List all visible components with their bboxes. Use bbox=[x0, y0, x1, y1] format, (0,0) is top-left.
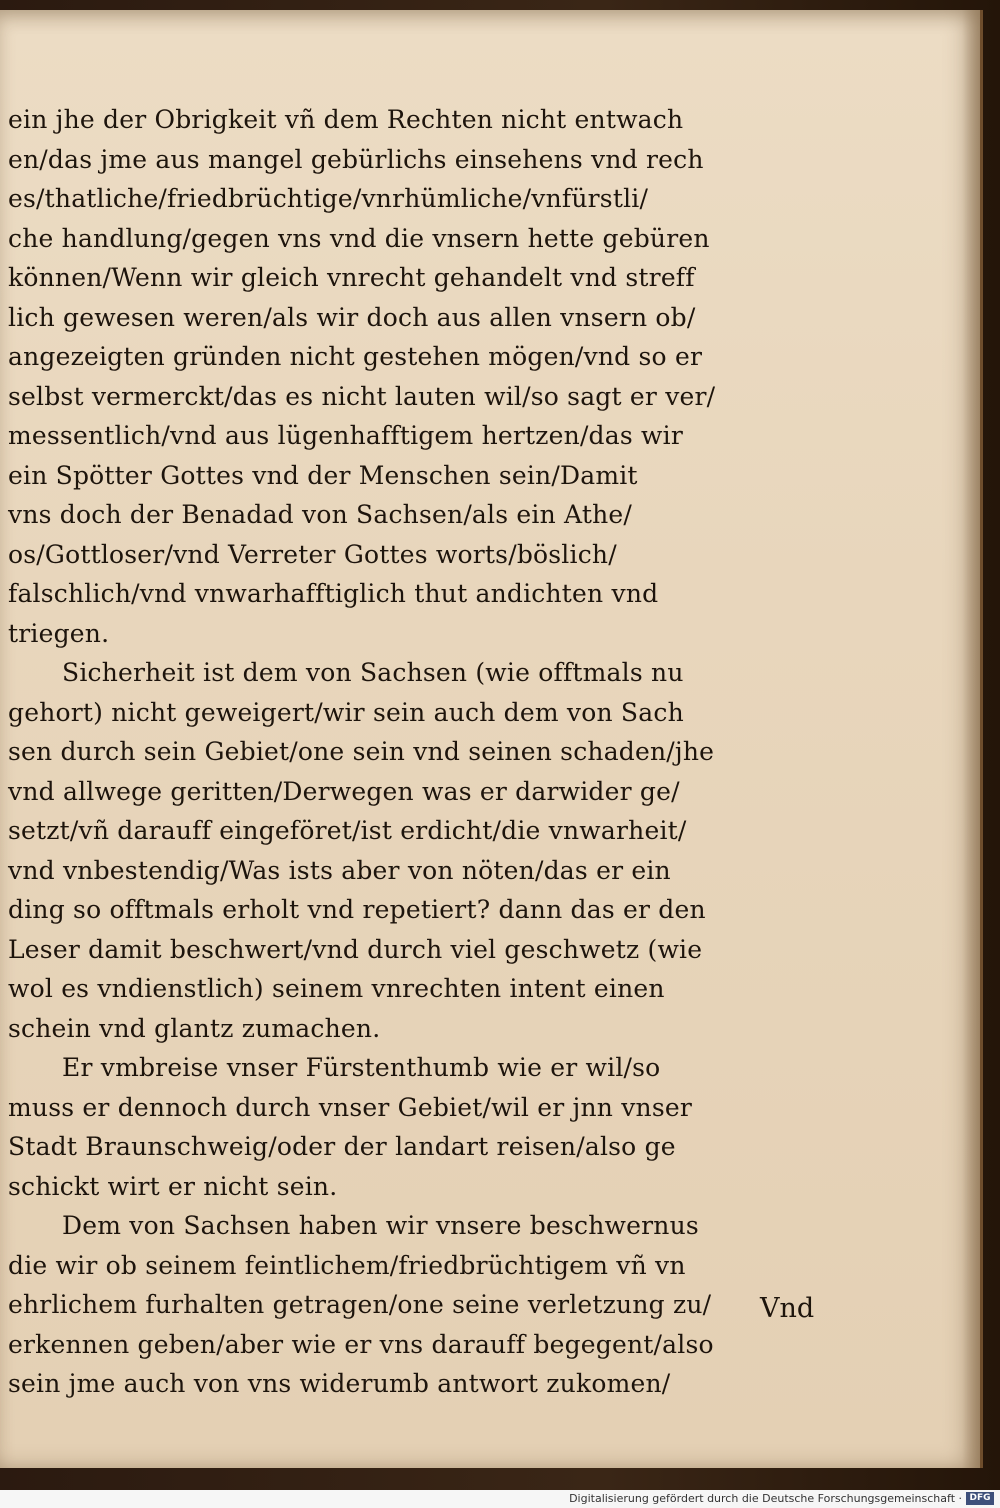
text-line: falschlich/vnd vnwarhafftiglich thut andichten vnd bbox=[8, 579, 659, 608]
text-line: setzt/vñ darauff eingeföret/ist erdicht/die vnwarheit/ bbox=[8, 816, 687, 845]
text-line: sein jme auch von vns widerumb antwort zukomen/ bbox=[8, 1369, 671, 1398]
text-line: schickt wirt er nicht sein. bbox=[8, 1171, 338, 1201]
text-line: können/Wenn wir gleich vnrecht gehandelt vnd streff bbox=[8, 263, 695, 292]
page-text-block bbox=[0, 100, 850, 1404]
dfg-logo-icon: DFG bbox=[966, 1492, 994, 1505]
text-line: messentlich/vnd aus lügenhafftigem hertzen/das wir bbox=[8, 421, 683, 450]
text-line: schein vnd glantz zumachen. bbox=[8, 1013, 381, 1043]
text-line: vnd vnbestendig/Was ists aber von nöten/das er ein bbox=[8, 855, 671, 885]
text-line: wol es vndienstlich) seinem vnrechten intent einen bbox=[8, 974, 665, 1003]
paragraph-start-line: Er vmbreise vnser Fürstenthumb wie er wil/so bbox=[62, 1053, 661, 1082]
paragraph-start-line: Dem von Sachsen haben wir vnsere beschwernus bbox=[62, 1211, 699, 1240]
book-page bbox=[0, 10, 983, 1468]
text-line: Stadt Braunschweig/oder der landart reisen/also ge bbox=[8, 1132, 676, 1161]
footer-bar bbox=[0, 1490, 1000, 1508]
text-line: sen durch sein Gebiet/one sein vnd seinen schaden/jhe bbox=[8, 737, 715, 766]
text-line: ein Spötter Gottes vnd der Menschen sein/Damit bbox=[8, 460, 638, 490]
text-line: vnd allwege geritten/Derwegen was er darwider ge/ bbox=[8, 776, 680, 806]
text-line: ding so offtmals erholt vnd repetiert? dann das er den bbox=[8, 895, 706, 924]
text-line: lich gewesen weren/als wir doch aus allen vnsern ob/ bbox=[8, 302, 696, 332]
text-line: vns doch der Benadad von Sachsen/als ein Athe/ bbox=[8, 500, 633, 529]
text-line: ein jhe der Obrigkeit vñ dem Rechten nicht entwach bbox=[8, 105, 684, 134]
text-line: gehort) nicht geweigert/wir sein auch dem von Sach bbox=[8, 697, 684, 727]
text-line: erkennen geben/aber wie er vns darauff begegent/also bbox=[8, 1329, 714, 1359]
text-line: es/thatliche/friedbrüchtige/vnrhümliche/vnfürstli/ bbox=[8, 184, 649, 213]
text-line: muss er dennoch durch vnser Gebiet/wil er jnn vnser bbox=[8, 1092, 693, 1122]
text-line: triegen. bbox=[8, 618, 110, 648]
text-line: ehrlichem furhalten getragen/one seine verletzung zu/ bbox=[8, 1290, 712, 1319]
catchword: Vnd bbox=[760, 1293, 815, 1324]
text-line: en/das jme aus mangel gebürlichs einsehens vnd rech bbox=[8, 144, 704, 174]
text-line: selbst vermerckt/das es nicht lauten wil/so sagt er ver/ bbox=[8, 381, 716, 411]
text-line: die wir ob seinem feintlichem/friedbrüchtigem vñ vn bbox=[8, 1250, 686, 1280]
funding-credit: Digitalisierung gefördert durch die Deutsche Forschungsgemeinschaft · bbox=[569, 1492, 962, 1505]
text-line: angezeigten gründen nicht gestehen mögen/vnd so er bbox=[8, 342, 703, 371]
text-line: Leser damit beschwert/vnd durch viel geschwetz (wie bbox=[8, 934, 703, 964]
paragraph-start-line: Sicherheit ist dem von Sachsen (wie offtmals nu bbox=[62, 658, 684, 687]
text-line: os/Gottloser/vnd Verreter Gottes worts/böslich/ bbox=[8, 539, 617, 569]
text-line: che handlung/gegen vns vnd die vnsern hette gebüren bbox=[8, 223, 710, 253]
